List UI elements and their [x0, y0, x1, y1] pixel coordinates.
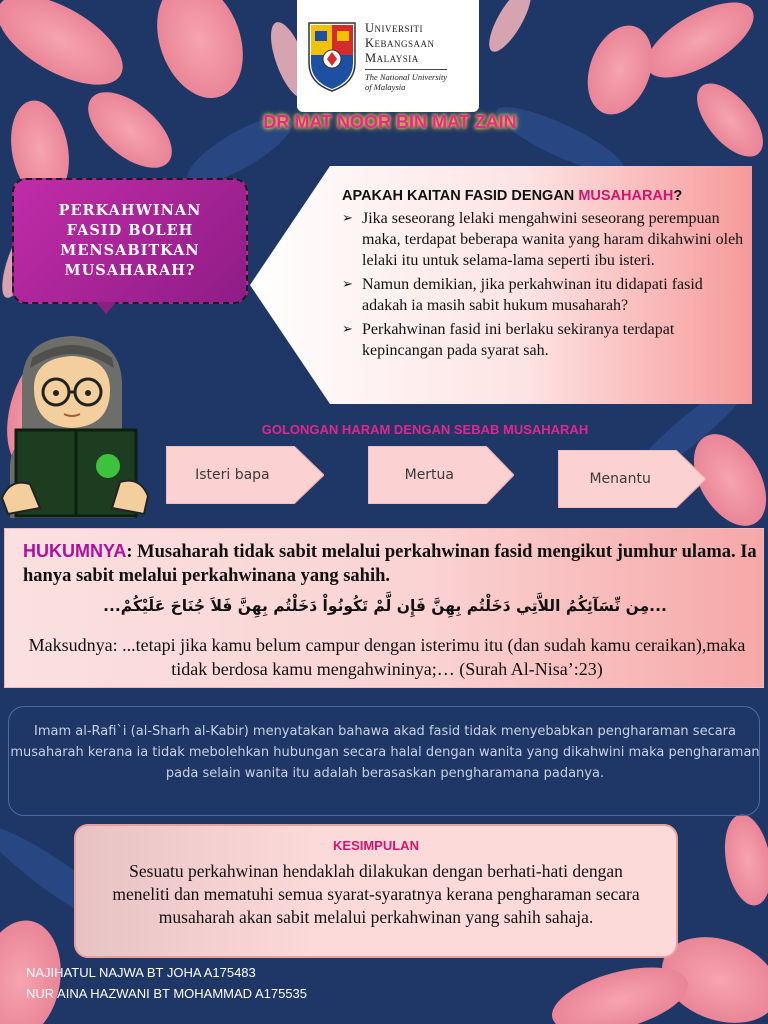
question-title-box	[12, 178, 248, 304]
imam-rafii-text: Imam al-Rafi`i (al-Sharh al-Kabir) menyatakan bahawa akad fasid tidak menyebabkan pengharaman secara musaharah kerana ia tidak mebolehkan hubungan secara halal dengan wanita yang dikahwini maka pengharaman pada selain wanita itu adalah berasaskan pengharamana padanya.	[10, 724, 760, 781]
university-name-line1: Universiti	[365, 20, 424, 35]
author-line: NUR AINA HAZWANI BT MOHAMMAD A175535	[26, 986, 308, 1001]
university-name-line2: Kebangsaan	[365, 35, 435, 50]
golongan-item-label: Isteri bapa	[195, 467, 270, 483]
kesimpulan-text: Sesuatu perkahwinan hendaklah dilakukan dengan berhati-hati dengan meneliti dan mematuhi semua syarat-syaratnya kerana pengharaman secara musaharah akan sabit melalui perkahwinan yang sahih sahaja.	[112, 861, 640, 927]
imam-rafii-panel	[8, 706, 760, 816]
lecturer-name: DR MAT NOOR BIN MAT ZAIN	[263, 112, 517, 132]
golongan-item-label: Menantu	[589, 471, 651, 487]
hukum-panel	[4, 528, 764, 688]
title-line1: PERKAHWINAN	[58, 202, 202, 219]
hukum-label: HUKUMNYA	[23, 541, 127, 561]
university-name-line3: Malaysia	[365, 50, 419, 65]
quran-verse-arabic: ...مِن نِّسَآئِكُمُ اللاَّتِي دَخَلْتُم بِهِنَّ فَإِن لَّمْ تَكُونُواْ دَخَلْتُم بِهِنَّ فَلاَ جُنَاحَ عَلَيْكُمْ...	[103, 597, 667, 615]
musaharah-bullet-list	[342, 208, 750, 361]
golongan-item-label: Mertua	[404, 467, 454, 483]
title-line4: MUSAHARAH?	[64, 262, 196, 279]
university-english-line2: of Malaysia	[365, 81, 406, 92]
heading-prefix: APAKAH KAITAN FASID DENGAN	[342, 188, 579, 204]
musaharah-info-panel	[250, 166, 752, 404]
golongan-heading: GOLONGAN HARAM DENGAN SEBAB MUSAHARAH	[261, 422, 589, 437]
author-line: NAJIHATUL NAJWA BT JOHA A175483	[26, 965, 256, 980]
hijab-reader-illustration	[0, 318, 150, 518]
university-logo-card	[297, 0, 479, 112]
golongan-item-menantu	[558, 450, 706, 508]
university-crest-icon	[305, 19, 359, 93]
heading-highlight: MUSAHARAH	[578, 188, 674, 204]
hukum-colon: :	[126, 542, 133, 562]
hukum-text: Musaharah tidak sabit melalui perkahwinan fasid mengikut jumhur ulama. Ia hanya sabit melalui perkahwinana yang sahih.	[23, 542, 757, 586]
authors-list	[26, 962, 307, 1004]
speech-bubble-tail	[96, 302, 116, 314]
quran-verse-translation: Maksudnya: ...tetapi jika kamu belum campur dengan isterimu itu (dan sudah kamu ceraikan),maka tidak berdosa kamu mengahwininya;… (Surah Al-Nisa’:23)	[28, 635, 746, 679]
musaharah-heading	[342, 188, 750, 204]
kesimpulan-heading: KESIMPULAN	[333, 838, 419, 853]
heading-suffix: ?	[673, 188, 683, 204]
list-item: ➢ Perkahwinan fasid ini berlaku sekiranya terdapat kepincangan pada syarat sah.	[342, 319, 750, 361]
list-item: ➢ Namun demikian, jika perkahwinan itu didapati fasid adakah ia masih sabit hukum musaharah?	[342, 274, 750, 316]
title-line3: MENSABITKAN	[60, 242, 200, 259]
hukum-statement	[23, 539, 763, 588]
title-line2: FASID BOLEH	[66, 222, 194, 239]
list-item: ➢ Jika seseorang lelaki mengahwini seseorang perempuan maka, terdapat beberapa wanita yang haram dikahwini oleh lelaki itu untuk selama-lama seperti ibu isteri.	[342, 208, 750, 271]
golongan-item-mertua	[368, 446, 514, 504]
university-english-line1: The National University	[365, 71, 448, 82]
golongan-item-isteri-bapa	[166, 446, 324, 504]
kesimpulan-panel	[74, 824, 678, 958]
